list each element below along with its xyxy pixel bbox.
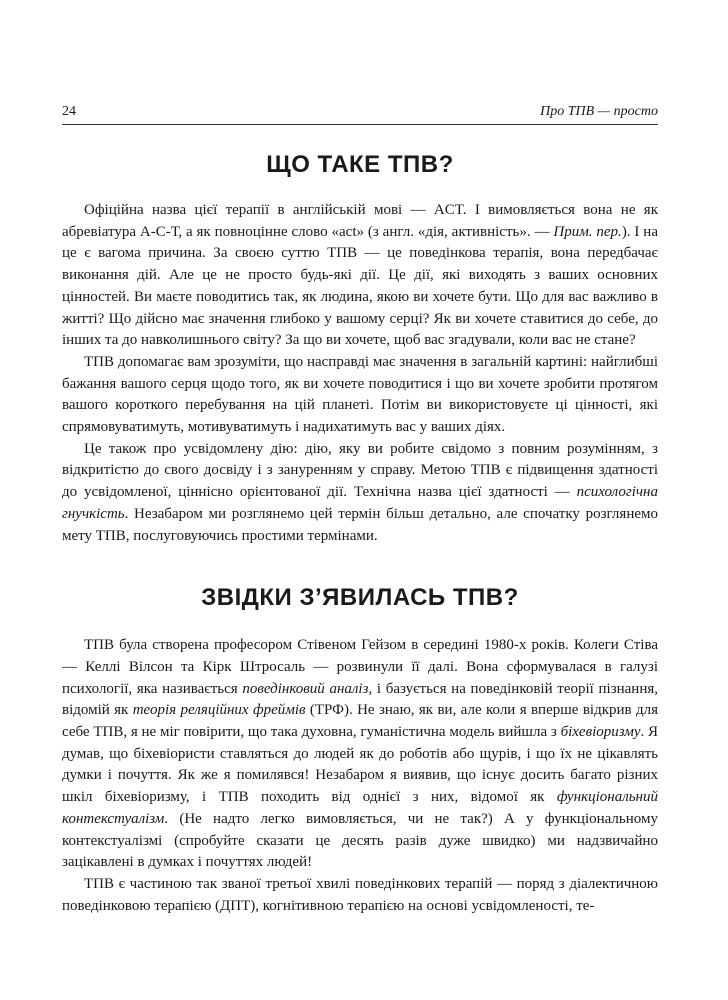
running-header [62, 103, 658, 121]
page-number: 24 [62, 104, 76, 119]
text-run: (ТРФ). Не знаю, як ви, але коли я вперше відкрив для себе ТПВ, я не міг повірити, що така духовна, гуманістична модель вийшла з [62, 702, 658, 741]
paragraph [62, 200, 658, 352]
italic-text: функціональний контекстуалізм [62, 789, 658, 827]
paragraph: ТПВ допомагає вам зрозуміти, що насправді має значення в загальній картині: найглибші бажання вашого серця щодо того, як ви хочете поводитися і що ви хочете зробити протягом вашого короткого перебування на цій планеті. Потім ви використовуєте ці цінності, які спрямовуватимуть, мотивуватимуть і надихатимуть вас у ваших діях. [62, 353, 658, 436]
text-run: . Я думав, що біхевіористи ставляться до людей як до роботів або щурів, і що їх не цікавлять думки і почуття. Як же я помилявся! Незабаром я виявив, що існує досить багато різних шкіл біхевіоризму, і ТПВ походить від однієї з них, відомої як [62, 724, 658, 806]
italic-text: психологічна гнучкість [62, 484, 658, 522]
paragraph [62, 439, 658, 548]
header-rule [62, 124, 658, 125]
paragraph [62, 635, 658, 874]
text-run: ТПВ була створена професором Стівеном Гейзом в середині 1980-х років. Колеги Стіва — Келлі Вілсон та Кірк Штросаль — розвинули її далі. Вона сформувалася в галузі психології, яка називається [62, 637, 658, 697]
text-run: . Незабаром ми розглянемо цей термін більш детально, але спочатку розглянемо мету ТПВ, послуговуючись простими термінами. [62, 505, 658, 544]
section-heading-what-is: ЩО ТАКЕ ТПВ? [266, 151, 454, 178]
section-heading-origin: ЗВІДКИ З’ЯВИЛАСЬ ТПВ? [201, 584, 519, 612]
text-run: . (Не надто легко вимовляється, чи не так?) А у функціональному контекстуалізмі (спробуйте сказати це десять разів дуже швидко) ми надзвичайно зацікавлені в думках і почуттях людей! [62, 810, 658, 871]
italic-text: теорія реляційних фреймів [132, 702, 306, 719]
italic-text: Прим. пер. [553, 223, 622, 240]
page-body [62, 150, 658, 917]
text-run: , і базується на поведінковій теорії пізнання, відомій як [62, 680, 659, 719]
running-title: Про ТПВ — просто [540, 104, 658, 119]
italic-text: поведінковий аналіз [242, 680, 369, 697]
text-run: Офіційна назва цієї терапії в англійській мові — ACT. І вимовляється вона не як абревіатура А-С-Т, а як повноцінне слово «act» (з англ. «дія, активність». — [62, 202, 658, 240]
paragraph: ТПВ є частиною так званої третьої хвилі поведінкових терапій — поряд з діалектичною поведінковою терапією (ДПТ), когнітивною терапією на основі усвідомленості, те- [62, 875, 658, 914]
text-run: Це також про усвідомлену дію: дію, яку ви робите свідомо з повним розумінням, з відкритістю до свого досвіду і з зануренням у справу. Метою ТПВ є підвищення здатності до усвідомленої, ціннісно орієнтованої дії. Технічна назва цієї здатності — [62, 440, 658, 501]
italic-text: біхевіоризму [560, 724, 641, 741]
text-run: ). І на це є вагома причина. За своєю суттю ТПВ — це поведінкова терапія, вона передбачає виконання дій. Але це не просто будь-які дії. Це дії, які виходять з ваших основних цінностей. Ви маєте поводитись так, як людина, якою ви хочете бути. Що для вас важливо в житті? Що дійсно має значення глибоко у вашому серці? Як ви хочете ставитися до себе, до інших та до навколишнього світу? За що ви хочете, щоб вас згадували, коли вас не стане? [62, 223, 658, 349]
